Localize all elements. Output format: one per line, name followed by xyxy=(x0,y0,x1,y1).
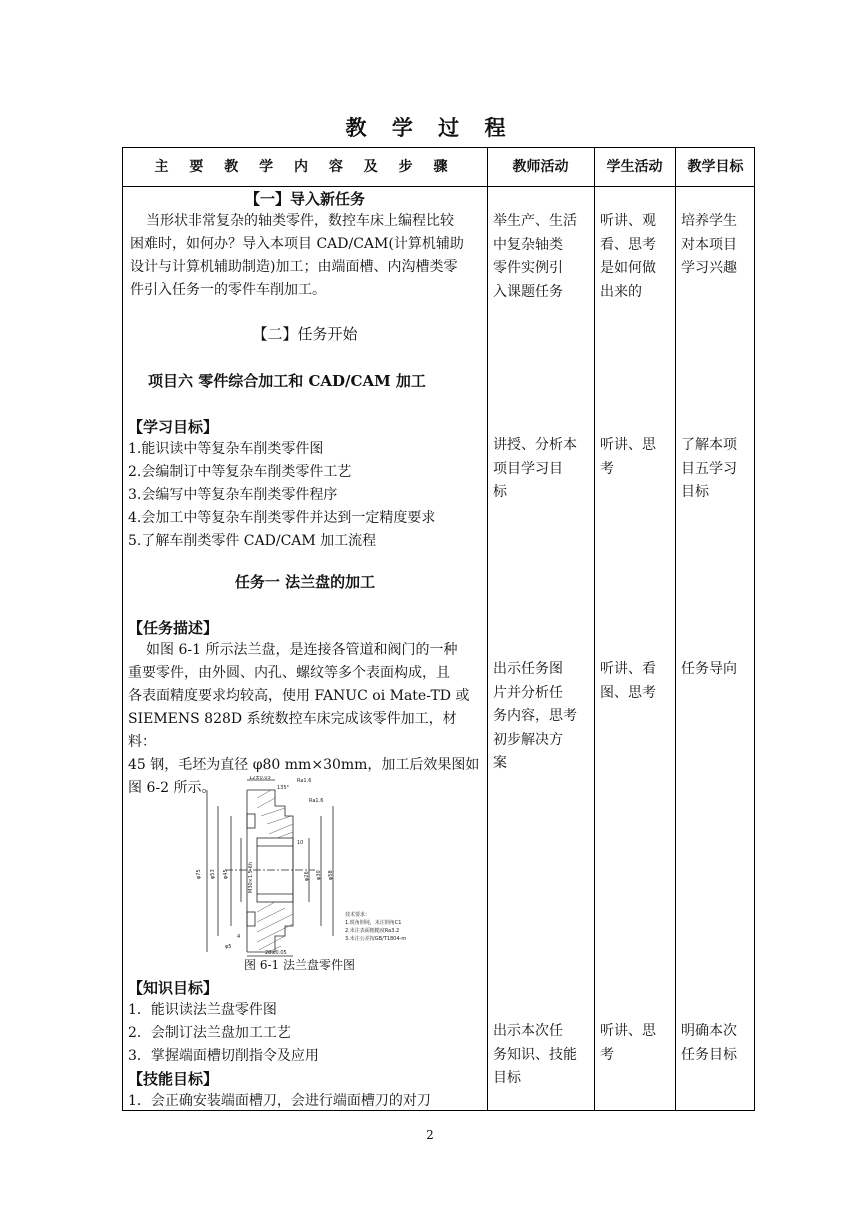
project-title: 项目六 零件综合加工和 CAD/CAM 加工 xyxy=(148,372,426,390)
cell-line: 案 xyxy=(493,755,507,771)
header-goal: 教学目标 xyxy=(687,159,744,175)
paragraph-line: 如图 6-1 所示法兰盘，是连接各管道和阀门的一种 xyxy=(146,642,458,658)
dim-label: Ra1.6 xyxy=(297,778,312,784)
cell-line: 考 xyxy=(600,460,614,477)
skill-goals-list xyxy=(128,1090,431,1113)
list-item: 3．掌握端面槽切削指令及应用 xyxy=(128,1048,319,1064)
skill-goals-heading: 【技能目标】 xyxy=(128,1070,219,1088)
section-import-heading: 【一】导入新任务 xyxy=(244,190,365,208)
list-item: 5.了解车削类零件 CAD/CAM 加工流程 xyxy=(128,533,377,549)
column-divider xyxy=(487,148,488,1110)
paragraph-line: 困难时，如何办？导入本项目 CAD/CAM(计算机辅助 xyxy=(130,236,464,252)
knowledge-goals-list xyxy=(128,999,319,1068)
list-item: 1.能识读中等复杂车削类零件图 xyxy=(128,441,324,457)
dim-label: φ30 xyxy=(316,870,322,880)
dim-label: 135° xyxy=(277,785,290,791)
task-desc-heading: 【任务描述】 xyxy=(128,619,219,637)
cell-line: 初步解决方 xyxy=(493,731,563,748)
note-line: 3.未注公差按GB/T1804-m xyxy=(345,936,407,942)
column-divider xyxy=(594,148,595,1110)
dim-label: Ra1.6 xyxy=(309,798,324,804)
dim-label: 4 xyxy=(237,934,241,940)
header-divider xyxy=(123,186,754,187)
cell-line: 出来的 xyxy=(600,283,642,300)
cell-line: 举生产、生活 xyxy=(493,213,577,229)
dim-label: φ45 xyxy=(223,869,229,879)
teaching-goal-2 xyxy=(681,434,753,505)
cell-line: 学习兴趣 xyxy=(681,260,737,276)
teacher-activity-4 xyxy=(493,1020,589,1091)
student-activity-1 xyxy=(600,210,672,304)
paragraph-line: 当形状非常复杂的轴类零件，数控车床上编程比较 xyxy=(146,213,454,229)
student-activity-4 xyxy=(600,1020,672,1067)
cell-line: 入课题任务 xyxy=(493,283,563,300)
cell-line: 是如何做 xyxy=(600,260,656,276)
dim-label: φ75 xyxy=(196,869,202,879)
cell-line: 中复杂轴类 xyxy=(493,236,563,253)
cell-line: 培养学生 xyxy=(681,213,737,229)
learning-goals-heading: 【学习目标】 xyxy=(128,418,219,436)
header-teacher: 教师活动 xyxy=(512,159,569,175)
cell-line: 项目学习目 xyxy=(493,460,563,477)
dim-label: 12±0.03 xyxy=(249,776,271,781)
list-item: 3.会编写中等复杂车削类零件程序 xyxy=(128,487,338,503)
list-item: 2．会制订法兰盘加工工艺 xyxy=(128,1025,291,1041)
dim-label: φ26 xyxy=(304,871,310,881)
cell-line: 务知识、技能 xyxy=(493,1046,577,1063)
cell-line: 标 xyxy=(493,484,507,500)
dim-label: 10 xyxy=(297,840,304,846)
note-line: 2.未注表面粗糙度Ra3.2 xyxy=(345,928,400,934)
student-activity-2 xyxy=(600,434,672,481)
note-line: 1.锐角倒钝，未注倒角C1 xyxy=(345,920,402,926)
figure-caption: 图 6-1 法兰盘零件图 xyxy=(244,958,355,972)
cell-line: 听讲、思 xyxy=(600,1023,656,1039)
header-main: 主 要 教 学 内 容 及 步 骤 xyxy=(154,159,456,175)
student-activity-3 xyxy=(600,658,672,705)
page-number: 2 xyxy=(426,1128,434,1142)
cell-line: 看、思考 xyxy=(600,236,656,253)
cell-line: 讲授、分析本 xyxy=(493,437,577,453)
cell-line: 目标 xyxy=(681,484,709,500)
dim-label: φ5 xyxy=(225,944,232,950)
cell-line: 明确本次 xyxy=(681,1023,737,1039)
paragraph-line: 图 6-2 所示。 xyxy=(128,780,216,796)
list-item: 4.会加工中等复杂车削类零件并达到一定精度要求 xyxy=(128,510,436,526)
teaching-goal-4 xyxy=(681,1020,753,1067)
cell-line: 出示本次任 xyxy=(493,1023,563,1039)
header-student: 学生活动 xyxy=(606,159,663,175)
cell-line: 对本项目 xyxy=(681,236,737,253)
cell-line: 片并分析任 xyxy=(493,684,563,701)
section-import-paragraph xyxy=(130,210,484,302)
cell-line: 了解本项 xyxy=(681,437,737,453)
cell-line: 听讲、观 xyxy=(600,213,656,229)
cell-line: 目五学习 xyxy=(681,460,737,477)
cell-line: 考 xyxy=(600,1046,614,1063)
task-title: 任务一 法兰盘的加工 xyxy=(234,573,376,591)
notes-title: 技术要求： xyxy=(345,912,371,918)
paragraph-line: 件引入任务一的零件车削加工。 xyxy=(130,282,326,298)
paragraph-line: 设计与计算机辅助制造)加工；由端面槽、内沟槽类零 xyxy=(130,259,458,275)
list-item: 2.会编制订中等复杂车削类零件工艺 xyxy=(128,464,352,480)
dim-label: φ58 xyxy=(328,870,334,880)
cell-line: 任务导向 xyxy=(681,661,737,677)
lesson-table xyxy=(122,147,755,1111)
teacher-activity-2 xyxy=(493,434,589,505)
cell-line: 出示任务图 xyxy=(493,661,563,677)
teacher-activity-1 xyxy=(493,210,589,304)
teaching-goal-1 xyxy=(681,210,753,281)
cell-line: 目标 xyxy=(493,1070,521,1086)
teaching-goal-3 xyxy=(681,658,753,682)
list-item: 1．能识读法兰盘零件图 xyxy=(128,1002,277,1018)
teacher-activity-3 xyxy=(493,658,589,776)
dim-label: 28±0.05 xyxy=(265,950,287,956)
column-divider xyxy=(675,148,676,1110)
paragraph-line: 重要零件，由外圆、内孔、螺纹等多个表面构成，且 xyxy=(128,665,450,681)
cell-line: 务内容，思考 xyxy=(493,708,577,724)
cell-line: 听讲、思 xyxy=(600,437,656,453)
dim-label: M30×1.5-6h xyxy=(248,862,254,893)
list-item: 1．会正确安装端面槽刀，会进行端面槽刀的对刀 xyxy=(128,1093,431,1109)
cell-line: 零件实例引 xyxy=(493,260,563,276)
section-start-heading: 【二】任务开始 xyxy=(252,325,358,343)
paragraph-line: 各表面精度要求均较高，使用 FANUC oi Mate-TD 或 xyxy=(128,688,470,704)
paragraph-line: 45 钢，毛坯为直径 φ80 mm×30mm，加工后效果图如 xyxy=(128,757,480,773)
flange-drawing-figure xyxy=(185,776,410,958)
cell-line: 听讲、看 xyxy=(600,661,656,677)
page-title: 教 学 过 程 xyxy=(345,115,515,140)
learning-goals-list xyxy=(128,438,435,553)
cell-line: 图、思考 xyxy=(600,684,656,701)
paragraph-line: SIEMENS 828D 系统数控车床完成该零件加工，材料： xyxy=(128,711,457,750)
knowledge-goals-heading: 【知识目标】 xyxy=(128,979,219,997)
dim-label: φ53 xyxy=(210,869,216,879)
cell-line: 任务目标 xyxy=(681,1046,737,1063)
